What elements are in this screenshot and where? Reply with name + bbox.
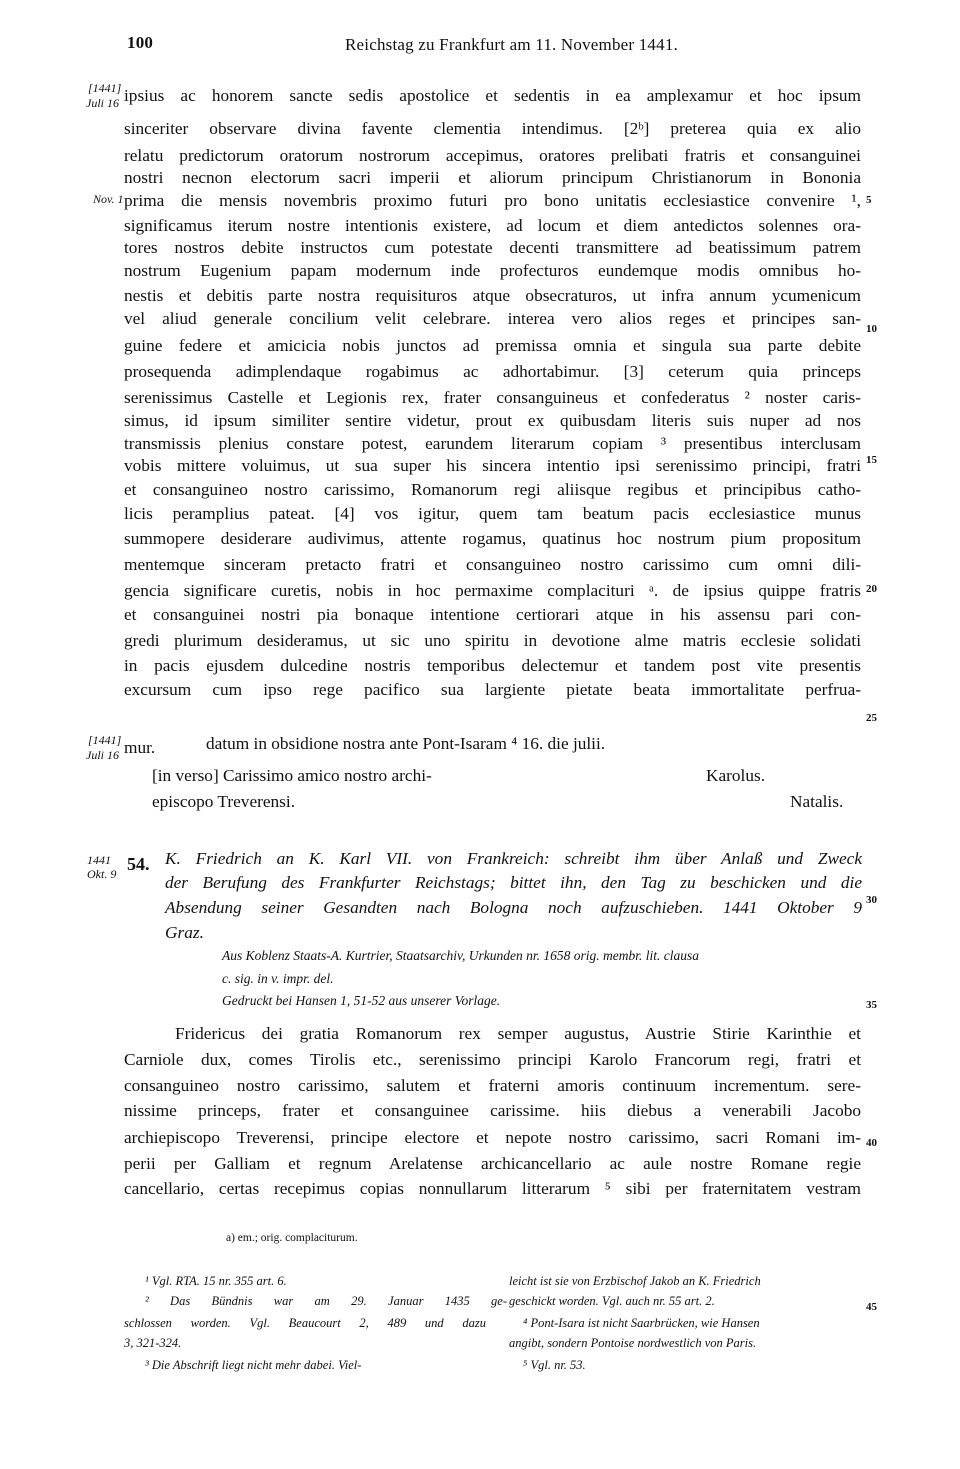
body-line: sinceriter observare divina favente clementia intendimus. [2ᵇ] preterea quia ex alio [124, 119, 861, 138]
regest-line: K. Friedrich an K. Karl VII. von Frankreich: schreibt ihm über Anlaß und Zweck [165, 849, 862, 868]
margin-note: Nov. 1 [93, 192, 124, 206]
body-line: in pacis ejusdem dulcedine nostris temporibus delectemur et tandem post vite presentis [124, 656, 861, 675]
body-line: nestis et debitis parte nostra requisituros atque obsecraturos, ut infra annum ycumenicum [124, 286, 861, 305]
line-number: 15 [866, 454, 877, 466]
text-critical-note: a) em.; orig. complaciturum. [226, 1232, 358, 1244]
margin-note: [1441] [88, 733, 122, 747]
line-number: 25 [866, 712, 877, 724]
line-number: 35 [866, 999, 877, 1011]
margin-note: 1441 [87, 853, 111, 867]
footnote-line: schlossen worden. Vgl. Beaucourt 2, 489 und dazu [124, 1316, 486, 1330]
body-line: vel aliud generale concilium velit celebrare. interea vero alios reges et principes san- [124, 309, 861, 328]
body-line: vobis mittere voluimus, ut sua super his sincera intentio ipsi serenissimo principi, fratri [124, 456, 861, 475]
margin-note: [1441] [88, 81, 122, 95]
document-line: cancellario, certas recepimus copias nonnullarum litterarum ⁵ sibi per fraternitatem vestram [124, 1179, 861, 1198]
datum-line: datum in obsidione nostra ante Pont-Isaram ⁴ 16. die julii. [206, 734, 606, 753]
signature-natalis: Natalis. [790, 792, 844, 811]
body-line: transmissis plenius constare potest, earundem literarum copiam ³ presentibus interclusam [124, 434, 861, 453]
footnote-line: leicht ist sie von Erzbischof Jakob an K. Friedrich [509, 1274, 761, 1288]
body-line: guine federe et amicicia nobis junctos ad premissa omnia et singula sua parte debite [124, 336, 861, 355]
document-line: Carniole dux, comes Tirolis etc., serenissimo principi Karolo Francorum regi, fratri et [124, 1050, 861, 1069]
body-line: simus, id ipsum similiter sentire videtur, prout ex quibusdam literis suis nuper ad nos [124, 411, 861, 430]
footnote-line: 3, 321-324. [124, 1336, 182, 1350]
document-line: perii per Galliam et regnum Arelatense archicancellario ac aule nostre Romane regie [124, 1154, 861, 1173]
line-number: 40 [866, 1137, 877, 1149]
body-line: serenissimus Castelle et Legionis rex, frater consanguineus et confederatus ² noster caris- [124, 388, 861, 407]
body-line: tores nostros debite instructos cum potestate decenti transmittere ad beatissimum patrem [124, 238, 861, 257]
body-line: gredi plurimum desideramus, ut sic uno spiritu in devotione alme matris ecclesie solidati [124, 631, 861, 650]
page-number: 100 [127, 33, 154, 52]
body-line: excursum cum ipso rege pacifico sua largiente pietate beata immortalitate perfrua- [124, 680, 861, 699]
margin-note: Juli 16 [86, 96, 119, 110]
body-line: mentemque sinceram pretacto fratri et consanguineo nostro carissimo cum omni dili- [124, 555, 861, 574]
document-number: 54. [127, 854, 150, 874]
footnote-line: geschickt worden. Vgl. auch nr. 55 art. 2. [509, 1294, 715, 1308]
datum-mur: mur. [124, 738, 156, 757]
line-number: 20 [866, 583, 877, 595]
document-line: Fridericus dei gratia Romanorum rex semper augustus, Austrie Stirie Karinthie et [175, 1024, 861, 1043]
source-line-1: Aus Koblenz Staats-A. Kurtrier, Staatsarchiv, Urkunden nr. 1658 orig. membr. lit. clausa [222, 948, 699, 963]
body-line: prima die mensis novembris proximo futuri pro bono unitatis ecclesiastice convenire ¹, [124, 191, 861, 210]
body-line: licis peramplius pateat. [4] vos igitur, quem tam beatum pacis ecclesiastice munus [124, 504, 861, 523]
body-line: relatu predictorum oratorum nostrorum accepimus, oratores prelibati fratris et consanguinei [124, 146, 861, 165]
body-line: significamus iterum nostre intentionis existere, ad locum et diem antedictos solennes ora- [124, 216, 861, 235]
footnote-line: ³ Die Abschrift liegt nicht mehr dabei. Viel- [145, 1358, 362, 1372]
address-line-2: episcopo Treverensi. [152, 792, 296, 811]
source-line-2: c. sig. in v. impr. del. [222, 971, 334, 986]
line-number: 10 [866, 323, 877, 335]
body-line: summopere desiderare audivimus, attente rogamus, quatinus hoc nostrum pium propositum [124, 529, 861, 548]
footnote-line: ¹ Vgl. RTA. 15 nr. 355 art. 6. [145, 1274, 287, 1288]
document-line: archiepiscopo Treverensi, principe electore et nepote nostro carissimo, sacri Romani im- [124, 1128, 861, 1147]
line-number: 45 [866, 1301, 877, 1313]
body-line: gencia significare curetis, nobis in hoc permaxime complacituri ᵃ. de ipsius quippe fratris [124, 581, 861, 600]
body-line: nostrum Eugenium papam modernum inde profecturos eundemque modis omnibus ho- [124, 261, 861, 280]
regest-line: der Berufung des Frankfurter Reichstags; bittet ihn, den Tag zu beschicken und die [165, 873, 862, 892]
line-number: 5 [866, 194, 872, 206]
footnote-line: ⁴ Pont-Isara ist nicht Saarbrücken, wie Hansen [523, 1316, 760, 1330]
document-line: consanguineo nostro carissimo, salutem et fraterni amoris continuum incrementum. sere- [124, 1076, 861, 1095]
running-title: Reichstag zu Frankfurt am 11. November 1441. [345, 35, 678, 54]
footnote-line: ⁵ Vgl. nr. 53. [523, 1358, 586, 1372]
address-line-1: [in verso] Carissimo amico nostro archi- [152, 766, 432, 785]
body-line: ipsius ac honorem sancte sedis apostolice et sedentis in ea amplexamur et hoc ipsum [124, 86, 861, 105]
body-line: nostri necnon electorum sacri imperii et aliorum principum Christianorum in Bononia [124, 168, 861, 187]
regest-line: Absendung seiner Gesandten nach Bologna noch aufzuschieben. 1441 Oktober 9 [165, 898, 862, 917]
body-line: et consanguineo nostro carissimo, Romanorum regi aliisque regibus et principibus catho- [124, 480, 861, 499]
footnote-line: ² Das Bündnis war am 29. Januar 1435 ge- [145, 1294, 507, 1308]
margin-note: Okt. 9 [87, 867, 117, 881]
body-line: prosequenda adimplendaque rogabimus ac adhortabimur. [3] ceterum quia princeps [124, 362, 861, 381]
line-number: 30 [866, 894, 877, 906]
document-line: nissime princeps, frater et consanguinee carissime. hiis diebus a venerabili Jacobo [124, 1101, 861, 1120]
source-line-3: Gedruckt bei Hansen 1, 51-52 aus unserer Vorlage. [222, 993, 501, 1008]
footnote-line: angibt, sondern Pontoise nordwestlich von Paris. [509, 1336, 757, 1350]
body-line: et consanguinei nostri pia bonaque intentione certiorari atque in his assensu pari con- [124, 605, 861, 624]
signature-karolus: Karolus. [706, 766, 766, 785]
margin-note: Juli 16 [86, 748, 119, 762]
regest-line: Graz. [165, 923, 204, 942]
